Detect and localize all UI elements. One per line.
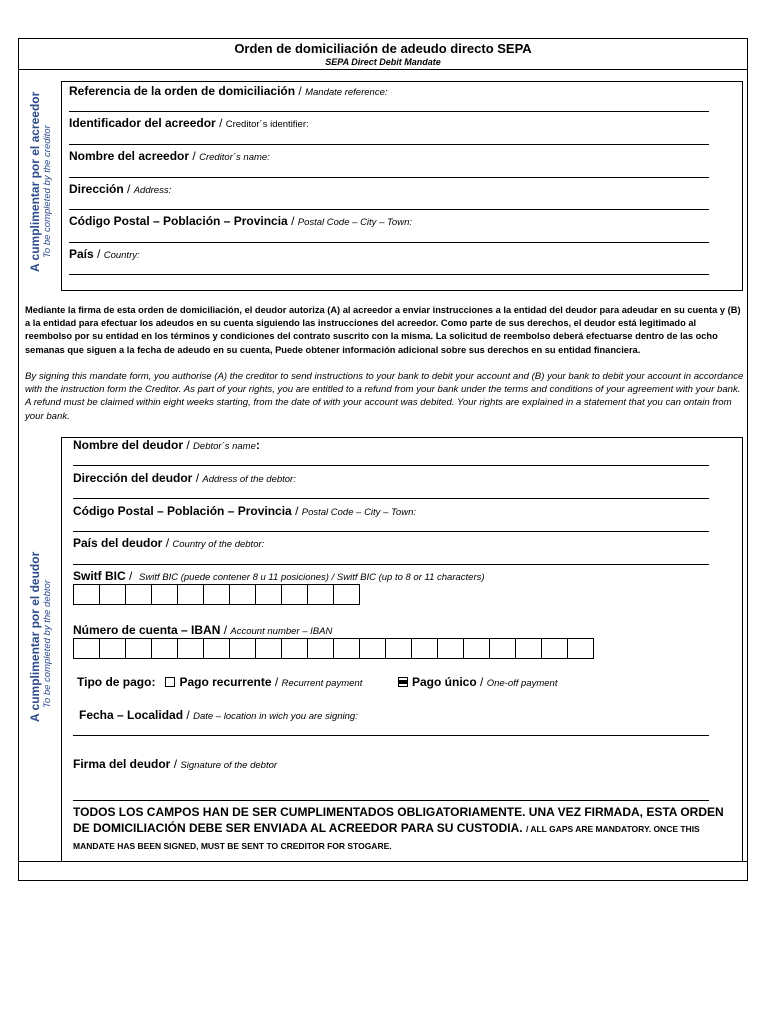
creditor-postal-label: Código Postal – Población – Provincia / Postal Code – City – Town: <box>69 214 412 228</box>
bic-cell[interactable] <box>333 584 360 605</box>
iban-cell[interactable] <box>203 638 230 659</box>
iban-cell[interactable] <box>359 638 386 659</box>
iban-cell[interactable] <box>463 638 490 659</box>
page-title: Orden de domiciliación de adeudo directo SEPA <box>234 41 532 56</box>
debtor-postal-field[interactable] <box>73 531 709 532</box>
creditor-name-field[interactable] <box>69 177 709 178</box>
legal-text-en: By signing this mandate form, you authorise (A) the creditor to send instructions to your bank to debit your account and (B) your bank to debit your account in accordance with the instruction form the Creditor. As part of your rights, you are entitled to a refund from your bank under the terms and conditions of your agreement with your bank. A refund must be claimed within eight weeks starting, from the date of with your account was debited. Your rights are explained in a statement that you can ontain from your bank. <box>25 371 744 422</box>
debtor-box-right <box>742 437 743 862</box>
signature-label: Firma del deudor / Signature of the debtor <box>73 757 278 771</box>
iban-cell[interactable] <box>73 638 100 659</box>
iban-cell[interactable] <box>489 638 516 659</box>
iban-cell[interactable] <box>255 638 282 659</box>
iban-cell[interactable] <box>437 638 464 659</box>
creditor-country-label: País / Country: <box>69 247 140 261</box>
bic-cell[interactable] <box>203 584 230 605</box>
creditor-side-label: A cumplimentar por el acreedor To be completed by the creditor <box>28 91 53 272</box>
iban-label: Número de cuenta – IBAN / Account number – IBAN <box>73 623 333 637</box>
iban-cell[interactable] <box>151 638 178 659</box>
creditor-identifier-field[interactable] <box>69 144 709 145</box>
oneoff-option: Pago único / One-off payment <box>398 675 557 689</box>
iban-cell[interactable] <box>385 638 412 659</box>
iban-cell[interactable] <box>281 638 308 659</box>
title-row <box>18 38 748 70</box>
bic-cell[interactable] <box>229 584 256 605</box>
creditor-name-label: Nombre del acreedor / Creditor´s name: <box>69 149 270 163</box>
oneoff-checkbox[interactable] <box>398 677 408 687</box>
iban-cell[interactable] <box>307 638 334 659</box>
bic-cell[interactable] <box>73 584 100 605</box>
debtor-side-label: A cumplimentar por el deudor To be completed by the debtor <box>28 551 53 722</box>
bic-cell[interactable] <box>151 584 178 605</box>
bic-cell[interactable] <box>125 584 152 605</box>
iban-cell[interactable] <box>125 638 152 659</box>
iban-cell[interactable] <box>99 638 126 659</box>
bic-cell[interactable] <box>99 584 126 605</box>
iban-input[interactable] <box>73 638 594 659</box>
iban-cell[interactable] <box>567 638 594 659</box>
debtor-box-left <box>61 437 62 862</box>
bic-label: Switf BIC / Switf BIC (puede contener 8 u 11 posiciones) / Switf BIC (up to 8 or 11 characters) <box>73 569 485 583</box>
date-place-label: Fecha – Localidad / Date – location in wich you are signing: <box>79 708 358 722</box>
debtor-country-label: País del deudor / Country of the debtor: <box>73 536 265 550</box>
creditor-address-field[interactable] <box>69 209 709 210</box>
debtor-box-bottom <box>18 861 748 862</box>
debtor-postal-label: Código Postal – Población – Provincia / Postal Code – City – Town: <box>73 504 416 518</box>
debtor-name-field[interactable] <box>73 465 709 466</box>
debtor-address-label: Dirección del deudor / Address of the debtor: <box>73 471 296 485</box>
bic-input[interactable] <box>73 584 360 605</box>
bic-cell[interactable] <box>307 584 334 605</box>
iban-cell[interactable] <box>333 638 360 659</box>
iban-cell[interactable] <box>411 638 438 659</box>
mandatory-notice: TODOS LOS CAMPOS HAN DE SER CUMPLIMENTADOS OBLIGATORIAMENTE. UNA VEZ FIRMADA, ESTA ORDEN DE DOMICILIACIÓN DEBE SER ENVIADA AL ACREEDOR PARA SU CUSTODIA. / ALL GAPS ARE MANDATORY. ONCE THIS MANDATE HAS BEEN SIGNED, MUST BE SENT TO CREDITOR FOR STOGARE. <box>73 805 724 851</box>
creditor-country-field[interactable] <box>69 274 709 275</box>
creditor-identifier-label: Identificador del acreedor / Creditor´s identifier: <box>69 116 309 130</box>
debtor-address-field[interactable] <box>73 498 709 499</box>
date-place-field[interactable] <box>73 735 709 736</box>
mandate-reference-label: Referencia de la orden de domiciliación / Mandate reference: <box>69 84 388 98</box>
page-subtitle: SEPA Direct Debit Mandate <box>325 57 441 67</box>
signature-field[interactable] <box>73 800 709 801</box>
title-divider <box>18 69 748 70</box>
debtor-country-field[interactable] <box>73 564 709 565</box>
iban-cell[interactable] <box>515 638 542 659</box>
iban-cell[interactable] <box>541 638 568 659</box>
legal-text-es: Mediante la firma de esta orden de domiciliación, el deudor autoriza (A) al acreedor a enviar instrucciones a la entidad del deudor para adeudar en su cuenta y (B) a la entidad para efectuar los adeudos en su cuenta siguiendo las instrucciones del acreedor. Como parte de sus derechos, el deudor está legitimado al reembolso por su entidad en los términos y condiciones del contrato suscrito con la misma. La solicitud de reembolso deberá efectuarse dentro de las ocho semanas que siguen a la fecha de adeudo en su cuenta, Puede obtener información adicional sobre sus derechos en su entidad financiera. <box>25 305 741 355</box>
bic-cell[interactable] <box>255 584 282 605</box>
creditor-postal-field[interactable] <box>69 242 709 243</box>
payment-type-row: Tipo de pago: Pago recurrente / Recurrent payment <box>77 675 363 689</box>
bic-cell[interactable] <box>281 584 308 605</box>
payment-type-label: Tipo de pago: <box>77 675 156 689</box>
mandate-reference-field[interactable] <box>69 111 709 112</box>
bic-cell[interactable] <box>177 584 204 605</box>
recurrent-checkbox[interactable] <box>165 677 175 687</box>
debtor-name-label: Nombre del deudor / Debtor´s name: <box>73 438 260 452</box>
iban-cell[interactable] <box>229 638 256 659</box>
iban-cell[interactable] <box>177 638 204 659</box>
creditor-address-label: Dirección / Address: <box>69 182 172 196</box>
